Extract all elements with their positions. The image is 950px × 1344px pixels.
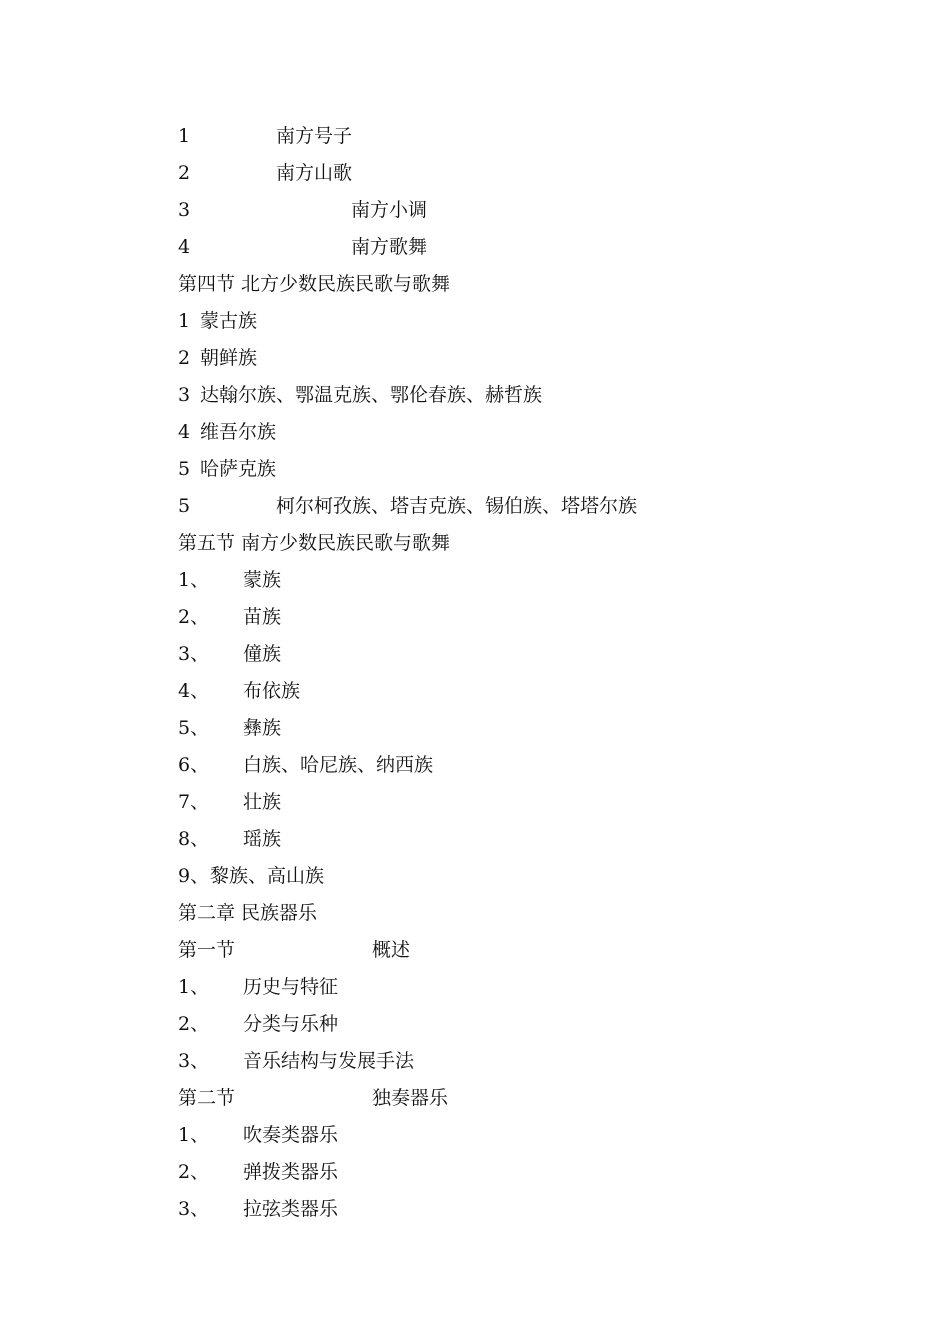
item-number: 9、 xyxy=(178,865,210,887)
item-text: 南方小调 xyxy=(351,199,428,221)
item-text: 壮族 xyxy=(243,791,282,813)
item-number: 3、 xyxy=(178,643,210,665)
item-number: 5 xyxy=(178,458,191,480)
item-number: 1 xyxy=(178,310,191,332)
item-text: 蒙古族 xyxy=(200,310,258,332)
chapter-heading-text: 第二章 民族器乐 xyxy=(178,902,318,924)
item-text: 分类与乐种 xyxy=(243,1013,339,1035)
item-number: 2 xyxy=(178,347,191,369)
item-text: 瑶族 xyxy=(243,828,282,850)
item-text: 苗族 xyxy=(243,606,282,628)
item-number: 3 xyxy=(178,384,191,406)
item-number: 5 xyxy=(178,495,191,517)
item-text: 哈萨克族 xyxy=(200,458,277,480)
item-text: 朝鲜族 xyxy=(200,347,258,369)
item-text: 拉弦类器乐 xyxy=(243,1198,339,1220)
item-number: 6、 xyxy=(178,754,210,776)
item-number: 7、 xyxy=(178,791,210,813)
item-text: 弹拨类器乐 xyxy=(243,1161,339,1183)
item-number: 1、 xyxy=(178,1124,210,1146)
item-number: 1 xyxy=(178,125,191,147)
item-number: 4 xyxy=(178,421,191,443)
item-number: 2 xyxy=(178,162,191,184)
section-label: 第二节 xyxy=(178,1087,236,1109)
item-text: 黎族、高山族 xyxy=(210,865,325,887)
item-number: 4、 xyxy=(178,680,210,702)
item-number: 3、 xyxy=(178,1050,210,1072)
item-number: 1、 xyxy=(178,569,210,591)
item-text: 达翰尔族、鄂温克族、鄂伦春族、赫哲族 xyxy=(200,384,543,406)
item-number: 3 xyxy=(178,199,191,221)
item-text: 历史与特征 xyxy=(243,976,339,998)
section-heading-text: 第五节 南方少数民族民歌与歌舞 xyxy=(178,532,451,554)
item-text: 吹奏类器乐 xyxy=(243,1124,339,1146)
section-title: 独奏器乐 xyxy=(372,1087,449,1109)
item-text: 白族、哈尼族、纳西族 xyxy=(243,754,434,776)
item-text: 南方号子 xyxy=(276,125,353,147)
item-text: 蒙族 xyxy=(243,569,282,591)
item-text: 柯尔柯孜族、塔吉克族、锡伯族、塔塔尔族 xyxy=(276,495,638,517)
item-number: 2、 xyxy=(178,606,210,628)
item-text: 僮族 xyxy=(243,643,282,665)
item-number: 3、 xyxy=(178,1198,210,1220)
item-number: 1、 xyxy=(178,976,210,998)
item-number: 2、 xyxy=(178,1161,210,1183)
item-text: 音乐结构与发展手法 xyxy=(243,1050,415,1072)
item-text: 布依族 xyxy=(243,680,301,702)
section-heading-text: 第四节 北方少数民族民歌与歌舞 xyxy=(178,273,451,295)
item-number: 5、 xyxy=(178,717,210,739)
item-text: 南方歌舞 xyxy=(351,236,428,258)
item-text: 维吾尔族 xyxy=(200,421,277,443)
item-number: 8、 xyxy=(178,828,210,850)
item-text: 彝族 xyxy=(243,717,282,739)
section-title: 概述 xyxy=(372,939,411,961)
item-text: 南方山歌 xyxy=(276,162,353,184)
item-number: 4 xyxy=(178,236,191,258)
section-label: 第一节 xyxy=(178,939,236,961)
item-number: 2、 xyxy=(178,1013,210,1035)
